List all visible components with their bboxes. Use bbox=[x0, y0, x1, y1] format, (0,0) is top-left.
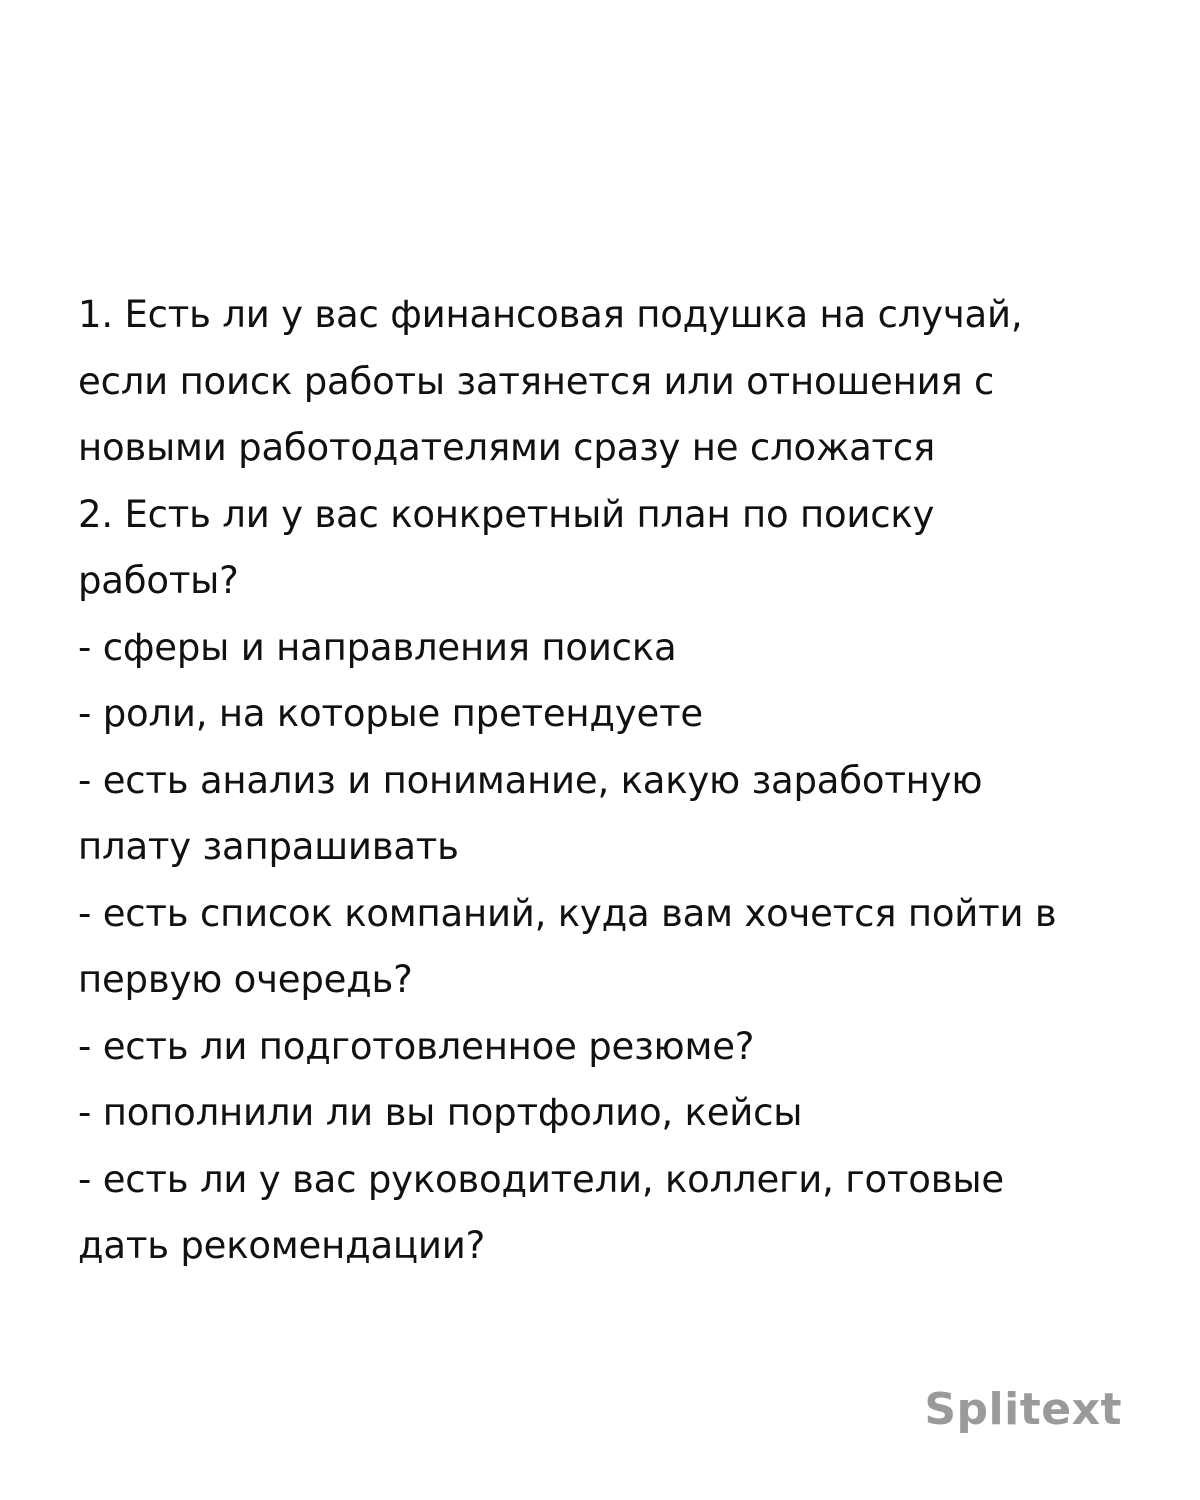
text-line: - есть список компаний, куда вам хочется пойти в bbox=[78, 891, 1057, 935]
text-line: - пополнили ли вы портфолио, кейсы bbox=[78, 1091, 803, 1134]
text-line: - сферы и направления поиска bbox=[78, 625, 677, 669]
text-line: 2. Есть ли у вас конкретный план по поиску bbox=[78, 492, 935, 536]
text-line: новыми работодателями сразу не сложатся bbox=[78, 426, 936, 469]
watermark-logo: Splitext bbox=[924, 1384, 1122, 1435]
text-line: плату запрашивать bbox=[78, 825, 459, 868]
text-line: дать рекомендации? bbox=[78, 1224, 486, 1267]
text-line: - есть ли подготовленное резюме? bbox=[78, 1024, 755, 1068]
text-line: - есть ли у вас руководители, коллеги, готовые bbox=[78, 1157, 1004, 1201]
text-line: - есть анализ и понимание, какую заработную bbox=[78, 758, 983, 802]
document-body bbox=[78, 282, 1138, 1280]
text-line: работы? bbox=[78, 559, 239, 602]
text-line: если поиск работы затянется или отношения с bbox=[78, 359, 995, 403]
text-line: 1. Есть ли у вас финансовая подушка на случай, bbox=[78, 293, 1023, 336]
text-line: - роли, на которые претендуете bbox=[78, 692, 703, 735]
text-line: первую очередь? bbox=[78, 958, 413, 1001]
